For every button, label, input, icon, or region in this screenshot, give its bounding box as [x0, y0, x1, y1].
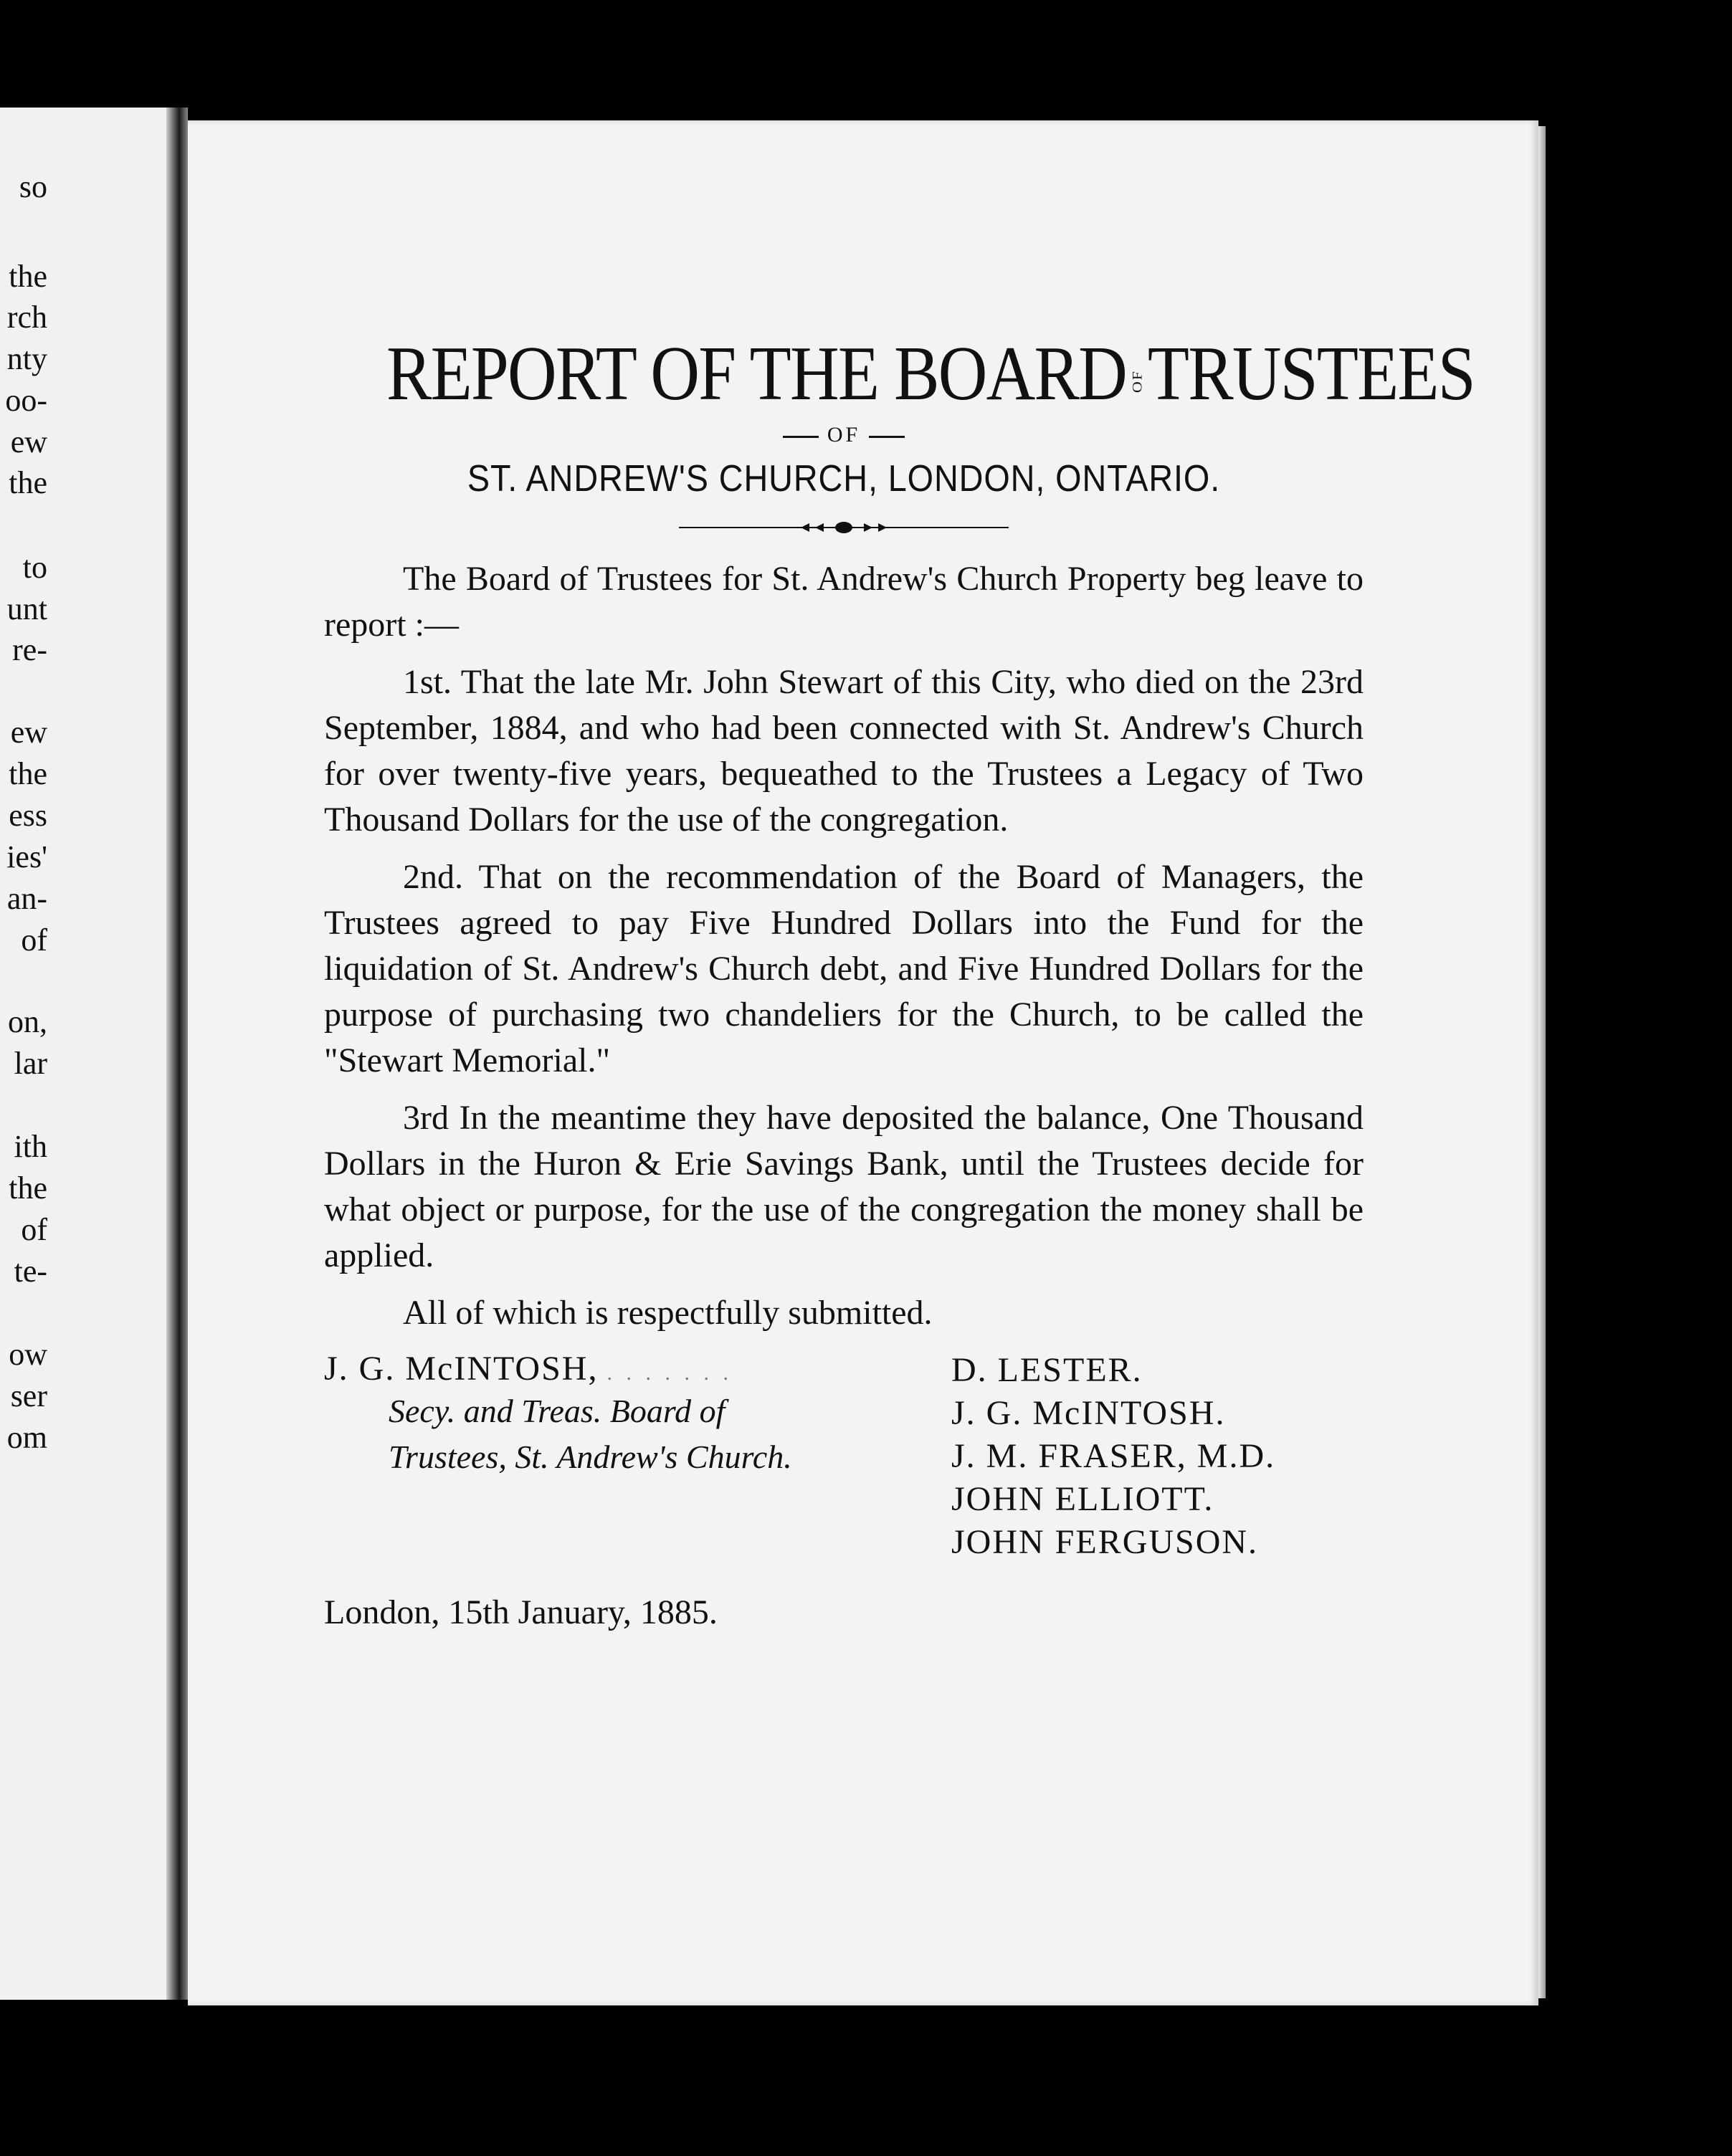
left-page-text-fragment: the: [9, 465, 47, 500]
left-page-text-fragment: ew: [10, 715, 47, 750]
trustee-name: J. M. FRASER, M.D.: [951, 1437, 1276, 1475]
leader-dots: . . . . . . .: [606, 1361, 733, 1385]
title-of-small: OF: [1128, 370, 1145, 393]
left-page-text-fragment: nty: [6, 341, 47, 376]
of-line: [324, 423, 1364, 447]
left-page-text-fragment: om: [6, 1420, 47, 1455]
left-page-text-fragment: of: [21, 1212, 47, 1247]
paragraph-closing: All of which is respectfully submitted.: [403, 1294, 933, 1332]
church-subtitle: ST. ANDREW'S CHURCH, LONDON, ONTARIO.: [467, 458, 1221, 500]
of-text: OF: [827, 423, 861, 447]
signature-block: [324, 1349, 1364, 1585]
left-page-text-fragment: the: [9, 756, 47, 791]
dash-left: [783, 436, 819, 438]
trustee-name: JOHN FERGUSON.: [951, 1523, 1259, 1561]
left-facing-page: [0, 108, 184, 2000]
page-edge: [1538, 126, 1546, 1998]
paragraph-first: 1st. That the late Mr. John Stewart of this City, who died on the 23rd September, 1884, and who had been connected with St. Andrew's Church for over twenty-five years, bequeathed to the Trustees a Legacy of Two Thousand Dollars for the use of the congregation.: [324, 663, 1364, 839]
left-page-text-fragment: the: [9, 259, 47, 294]
paragraph-second: 2nd. That on the recommendation of the Board of Managers, the Trustees agreed to pay Five Hundred Dollars into the Fund for the liquidation of St. Andrew's Church debt, and Five Hundred Dollars for the purpose of purchasing two chandeliers for the Church, to be called the "Stewart Memorial.": [324, 858, 1364, 1079]
title-part-left: REPORT OF THE BOARD: [386, 331, 1127, 416]
left-page-text-fragment: ith: [14, 1129, 47, 1164]
secretary-role: Secy. and Treas. Board of Trustees, St. Andrew's Church.: [389, 1393, 792, 1475]
left-page-text-fragment: ies': [6, 839, 47, 874]
paragraph-third: 3rd In the meantime they have deposited the balance, One Thousand Dollars in the Huron & Erie Savings Bank, until the Trustees decide for what object or purpose, for the use of the congregation the money shall be applied.: [324, 1099, 1364, 1274]
left-page-text-fragment: oo-: [5, 383, 47, 418]
left-page-text-fragment: ow: [9, 1337, 47, 1372]
report-title: [386, 331, 1475, 416]
page-content: [324, 331, 1475, 1632]
trustee-name: D. LESTER.: [951, 1351, 1143, 1389]
left-page-text-fragment: an-: [6, 881, 47, 916]
trustee-signatures: [951, 1349, 1275, 1564]
trustee-name: JOHN ELLIOTT.: [951, 1480, 1214, 1518]
title-part-right: TRUSTEES: [1147, 331, 1475, 416]
left-page-text-fragment: te-: [14, 1254, 47, 1289]
dateline: London, 15th January, 1885.: [324, 1593, 718, 1631]
document-page: [188, 120, 1538, 2005]
left-page-text-fragment: so: [19, 169, 47, 204]
left-page-text-fragment: ser: [10, 1378, 47, 1413]
paragraph-intro: The Board of Trustees for St. Andrew's Church Property beg leave to report :—: [324, 560, 1364, 644]
left-page-text-fragment: ess: [9, 798, 47, 833]
left-page-text-fragment: of: [21, 922, 47, 958]
trustee-name: J. G. McINTOSH.: [951, 1394, 1226, 1432]
left-page-text-fragment: unt: [6, 591, 47, 626]
secretary-name-line: [324, 1349, 812, 1388]
ornament-divider: [324, 520, 1364, 535]
dash-right: [869, 436, 905, 438]
left-page-text-fragment: re-: [12, 632, 47, 667]
secretary-name: J. G. McINTOSH,: [324, 1350, 599, 1388]
left-page-text-fragment: ew: [10, 424, 47, 459]
ornament-rule-icon: [679, 520, 1009, 535]
left-page-text-fragment: the: [9, 1170, 47, 1206]
secretary-signature: [324, 1349, 812, 1480]
left-page-text-fragment: on,: [8, 1004, 47, 1039]
book-gutter: [166, 108, 188, 2000]
left-page-text-fragment: lar: [14, 1046, 47, 1081]
left-page-text-fragment: to: [22, 550, 47, 585]
left-page-text-fragment: rch: [6, 300, 47, 335]
